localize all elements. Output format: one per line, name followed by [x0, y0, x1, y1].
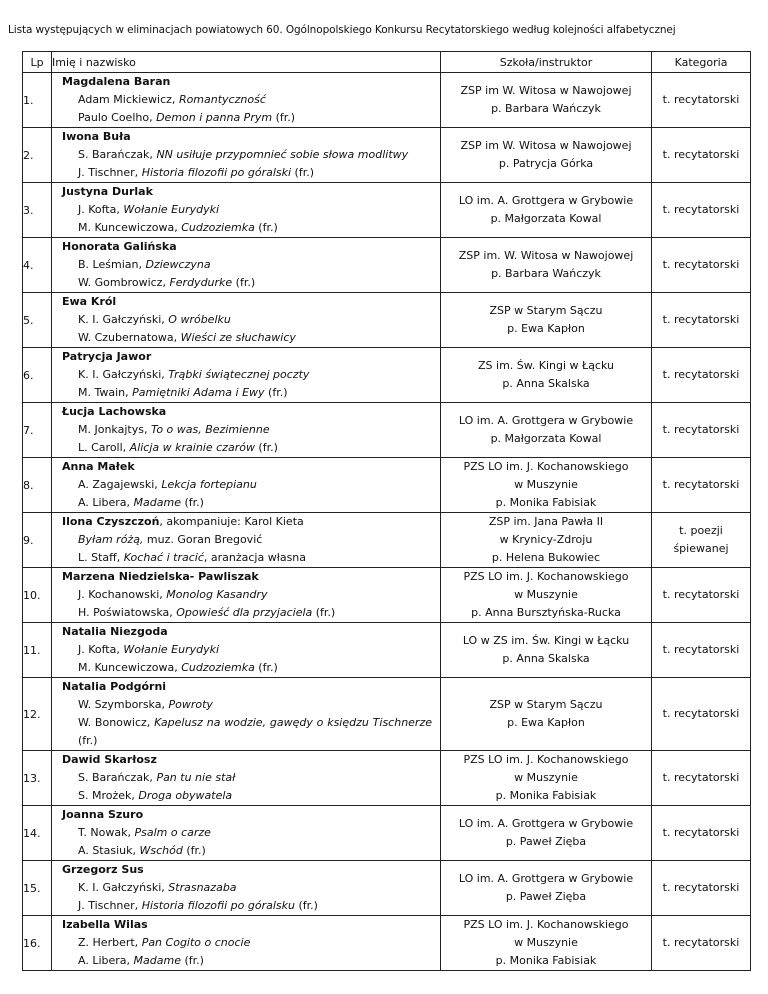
category-line: śpiewanej — [673, 542, 729, 555]
header-category: Kategoria — [652, 52, 751, 73]
category-cell — [652, 403, 751, 458]
category-line: t. recytatorski — [662, 936, 740, 949]
work-title: Byłam różą, — [78, 533, 144, 546]
table-row — [23, 73, 751, 128]
row-number: 3. — [23, 183, 52, 238]
repertoire-item — [52, 421, 440, 439]
student-line — [52, 403, 440, 421]
work-author: A. Libera, — [78, 954, 131, 967]
work-title: NN usiłuje przypomnieć sobie słowa modlitwy — [156, 148, 409, 161]
work-author: K. I. Gałczyński, — [78, 881, 165, 894]
repertoire-item — [52, 201, 440, 219]
participant-cell — [52, 861, 441, 916]
row-number: 7. — [23, 403, 52, 458]
participants-table — [22, 51, 751, 971]
participant-cell — [52, 568, 441, 623]
row-number: 8. — [23, 458, 52, 513]
category-cell — [652, 678, 751, 751]
table-row — [23, 238, 751, 293]
participant-cell — [52, 458, 441, 513]
table-row — [23, 861, 751, 916]
table-row — [23, 623, 751, 678]
work-suffix: (fr.) — [312, 606, 336, 619]
repertoire-item — [52, 476, 440, 494]
school-line: PZS LO im. J. Kochanowskiego — [463, 570, 629, 583]
school-line: p. Barbara Wańczyk — [491, 267, 601, 280]
category-line: t. recytatorski — [662, 881, 740, 894]
work-title: Strasnazaba — [168, 881, 237, 894]
work-title: Ferdydurke — [169, 276, 233, 289]
school-cell — [441, 293, 652, 348]
work-author: J. Tischner, — [78, 899, 139, 912]
work-author: S. Barańczak, — [78, 771, 153, 784]
repertoire-item — [52, 934, 440, 952]
work-title: Powroty — [168, 698, 213, 711]
student-line — [52, 623, 440, 641]
student-line — [52, 806, 440, 824]
work-suffix: (fr.) — [254, 221, 278, 234]
work-title: Droga obywatela — [138, 789, 233, 802]
table-row — [23, 403, 751, 458]
repertoire-item — [52, 256, 440, 274]
work-title: Psalm o carze — [134, 826, 211, 839]
work-author: Adam Mickiewicz, — [78, 93, 176, 106]
work-author: L. Staff, — [78, 551, 121, 564]
student-name: Natalia Podgórni — [62, 680, 167, 693]
work-title: Madame — [133, 496, 181, 509]
repertoire-item — [52, 439, 440, 457]
student-name: Patrycja Jawor — [62, 350, 152, 363]
school-line: w Muszynie — [514, 936, 578, 949]
participant-cell — [52, 751, 441, 806]
table-row — [23, 458, 751, 513]
category-cell — [652, 293, 751, 348]
work-author: M. Kuncewiczowa, — [78, 661, 178, 674]
row-number: 16. — [23, 916, 52, 971]
repertoire-item — [52, 879, 440, 897]
category-cell — [652, 623, 751, 678]
student-name: Anna Małek — [62, 460, 135, 473]
school-line: p. Helena Bukowiec — [491, 551, 601, 564]
repertoire-item — [52, 696, 440, 714]
school-line: p. Paweł Zięba — [505, 835, 587, 848]
header-name: Imię i nazwisko — [52, 52, 441, 73]
work-title: Dziewczyna — [145, 258, 211, 271]
school-line: p. Ewa Kapłon — [507, 322, 585, 335]
student-name: Izabella Wilas — [62, 918, 148, 931]
work-suffix: (fr.) — [254, 441, 278, 454]
work-title: Wołanie Eurydyki — [123, 643, 220, 656]
work-author: J. Kofta, — [78, 203, 120, 216]
participant-cell — [52, 678, 441, 751]
work-author: W. Czubernatowa, — [78, 331, 178, 344]
row-number: 6. — [23, 348, 52, 403]
participant-cell — [52, 348, 441, 403]
repertoire-item — [52, 91, 440, 109]
work-author: J. Kochanowski, — [78, 588, 163, 601]
repertoire-item — [52, 384, 440, 402]
table-row — [23, 751, 751, 806]
work-author: J. Tischner, — [78, 166, 139, 179]
student-line — [52, 128, 440, 146]
school-cell — [441, 751, 652, 806]
repertoire-item — [52, 842, 440, 860]
category-cell — [652, 861, 751, 916]
category-line: t. recytatorski — [662, 643, 740, 656]
participant-cell — [52, 513, 441, 568]
repertoire-item — [52, 641, 440, 659]
school-line: LO im. A. Grottgera w Grybowie — [458, 414, 634, 427]
school-line: ZSP im. W. Witosa w Nawojowej — [458, 249, 634, 262]
school-line: ZS im. Św. Kingi w Łącku — [478, 359, 614, 372]
row-number: 14. — [23, 806, 52, 861]
work-suffix: (fr.) — [254, 661, 278, 674]
school-line: PZS LO im. J. Kochanowskiego — [463, 918, 629, 931]
work-title: Wschód — [139, 844, 183, 857]
work-author: J. Kofta, — [78, 643, 120, 656]
work-author: W. Szymborska, — [78, 698, 165, 711]
row-number: 5. — [23, 293, 52, 348]
work-title: Romantyczność — [178, 93, 266, 106]
category-line: t. recytatorski — [662, 203, 740, 216]
student-name: Łucja Lachowska — [62, 405, 167, 418]
page-title: Lista występujących w eliminacjach powiatowych 60. Ogólnopolskiego Konkursu Recytatorskiego według kolejności alfabetycznej — [8, 24, 676, 36]
category-cell — [652, 73, 751, 128]
work-author: M. Kuncewiczowa, — [78, 221, 178, 234]
category-line: t. recytatorski — [662, 826, 740, 839]
school-cell — [441, 348, 652, 403]
school-cell — [441, 513, 652, 568]
category-cell — [652, 238, 751, 293]
header-school: Szkoła/instruktor — [441, 52, 652, 73]
student-name: Iwona Buła — [62, 130, 131, 143]
school-line: LO im. A. Grottgera w Grybowie — [458, 872, 634, 885]
table-row — [23, 678, 751, 751]
work-suffix: (fr.) — [294, 899, 318, 912]
school-line: p. Paweł Zięba — [505, 890, 587, 903]
school-cell — [441, 916, 652, 971]
work-title: Pamiętniki Adama i Ewy — [132, 386, 265, 399]
category-line: t. recytatorski — [662, 588, 740, 601]
participant-cell — [52, 806, 441, 861]
work-author: A. Libera, — [78, 496, 131, 509]
school-line: ZSP w Starym Sączu — [489, 304, 603, 317]
work-author: B. Leśmian, — [78, 258, 142, 271]
school-line: LO im. A. Grottgera w Grybowie — [458, 817, 634, 830]
school-line: p. Barbara Wańczyk — [491, 102, 601, 115]
work-title: O wróbelku — [168, 313, 231, 326]
school-line: w Krynicy-Zdroju — [499, 533, 593, 546]
work-author: K. I. Gałczyński, — [78, 313, 165, 326]
school-line: PZS LO im. J. Kochanowskiego — [463, 460, 629, 473]
work-suffix: (fr.) — [180, 954, 204, 967]
school-line: p. Monika Fabisiak — [495, 954, 597, 967]
participant-cell — [52, 128, 441, 183]
work-title: Demon i panna Prym — [156, 111, 273, 124]
repertoire-item — [52, 329, 440, 347]
table-body — [23, 73, 751, 971]
student-name: Dawid Skarłosz — [62, 753, 157, 766]
participant-cell — [52, 183, 441, 238]
student-name: Honorata Galińska — [62, 240, 177, 253]
row-number: 2. — [23, 128, 52, 183]
work-suffix: (fr.) — [272, 111, 296, 124]
work-suffix: (fr.) — [182, 844, 206, 857]
work-title: Cudzoziemka — [181, 221, 255, 234]
school-line: p. Małgorzata Kowal — [490, 432, 602, 445]
work-author: L. Caroll, — [78, 441, 127, 454]
category-cell — [652, 183, 751, 238]
work-title: Alicja w krainie czarów — [129, 441, 255, 454]
repertoire-item — [52, 769, 440, 787]
repertoire-item — [52, 311, 440, 329]
school-cell — [441, 238, 652, 293]
work-author: K. I. Gałczyński, — [78, 368, 165, 381]
row-number: 9. — [23, 513, 52, 568]
student-name: Magdalena Baran — [62, 75, 171, 88]
school-cell — [441, 183, 652, 238]
work-title: Monolog Kasandry — [166, 588, 268, 601]
student-line — [52, 861, 440, 879]
work-author: T. Nowak, — [78, 826, 131, 839]
work-author: H. Poświatowska, — [78, 606, 173, 619]
student-name: Marzena Niedzielska- Pawliszak — [62, 570, 259, 583]
table-row — [23, 513, 751, 568]
row-number: 4. — [23, 238, 52, 293]
school-line: p. Anna Skalska — [502, 652, 590, 665]
student-line — [52, 678, 440, 696]
category-cell — [652, 458, 751, 513]
work-title: Trąbki świątecznej poczty — [168, 368, 310, 381]
work-author: Z. Herbert, — [78, 936, 139, 949]
repertoire-item — [52, 787, 440, 805]
student-line — [52, 73, 440, 91]
repertoire-item — [52, 109, 440, 127]
student-line — [52, 916, 440, 934]
table-header-row — [23, 52, 751, 73]
work-author: S. Mrożek, — [78, 789, 135, 802]
student-extra: , akompaniuje: Karol Kieta — [159, 515, 304, 528]
work-suffix: (fr.) — [291, 166, 315, 179]
table-row — [23, 806, 751, 861]
category-line: t. recytatorski — [662, 423, 740, 436]
participant-cell — [52, 623, 441, 678]
work-suffix: (fr.) — [78, 734, 98, 747]
repertoire-item — [52, 604, 440, 622]
repertoire-item — [52, 586, 440, 604]
table-row — [23, 183, 751, 238]
category-cell — [652, 751, 751, 806]
repertoire-item — [52, 146, 440, 164]
student-line — [52, 238, 440, 256]
school-line: w Muszynie — [514, 588, 578, 601]
school-line: ZSP w Starym Sączu — [489, 698, 603, 711]
work-suffix: (fr.) — [180, 496, 204, 509]
work-title: Lekcja fortepianu — [161, 478, 257, 491]
school-cell — [441, 623, 652, 678]
category-line: t. recytatorski — [662, 707, 740, 720]
work-author: A. Zagajewski, — [78, 478, 158, 491]
student-name: Justyna Durlak — [62, 185, 153, 198]
row-number: 1. — [23, 73, 52, 128]
student-name: Grzegorz Sus — [62, 863, 144, 876]
work-title: Wieści ze słuchawicy — [180, 331, 296, 344]
category-line: t. recytatorski — [662, 771, 740, 784]
student-name: Ilona Czyszczoń — [62, 515, 160, 528]
participant-cell — [52, 293, 441, 348]
row-number: 13. — [23, 751, 52, 806]
table-row — [23, 128, 751, 183]
student-line — [52, 348, 440, 366]
school-cell — [441, 403, 652, 458]
school-cell — [441, 861, 652, 916]
participant-cell — [52, 403, 441, 458]
student-line — [52, 458, 440, 476]
work-suffix: muz. Goran Bregović — [143, 533, 263, 546]
work-title: Historia filozofii po góralski — [141, 166, 292, 179]
work-title: Wołanie Eurydyki — [123, 203, 220, 216]
student-line — [52, 751, 440, 769]
repertoire-item — [52, 824, 440, 842]
student-line — [52, 183, 440, 201]
category-cell — [652, 128, 751, 183]
school-line: ZSP im. Jana Pawła II — [488, 515, 604, 528]
school-line: p. Ewa Kapłon — [507, 716, 585, 729]
student-line — [52, 293, 440, 311]
repertoire-item — [52, 494, 440, 512]
work-title: Historia filozofii po góralsku — [141, 899, 295, 912]
school-cell — [441, 458, 652, 513]
category-line: t. recytatorski — [662, 258, 740, 271]
work-title: Pan tu nie stał — [156, 771, 236, 784]
header-lp: Lp — [23, 52, 52, 73]
work-title: Opowieść dla przyjaciela — [176, 606, 313, 619]
row-number: 12. — [23, 678, 52, 751]
repertoire-item — [52, 952, 440, 970]
work-title: Pan Cogito o cnocie — [141, 936, 251, 949]
category-cell — [652, 568, 751, 623]
school-cell — [441, 73, 652, 128]
repertoire-item — [52, 274, 440, 292]
row-number: 15. — [23, 861, 52, 916]
school-cell — [441, 806, 652, 861]
work-title: To o was, Bezimienne — [150, 423, 270, 436]
category-line: t. poezji — [679, 524, 723, 537]
row-number: 10. — [23, 568, 52, 623]
school-line: p. Anna Bursztyńska-Rucka — [471, 606, 621, 619]
category-cell — [652, 348, 751, 403]
student-name: Joanna Szuro — [62, 808, 144, 821]
school-line: ZSP im W. Witosa w Nawojowej — [460, 84, 632, 97]
student-name: Natalia Niezgoda — [62, 625, 168, 638]
category-line: t. recytatorski — [662, 148, 740, 161]
category-cell — [652, 513, 751, 568]
school-cell — [441, 678, 652, 751]
table-row — [23, 916, 751, 971]
school-line: ZSP im W. Witosa w Nawojowej — [460, 139, 632, 152]
school-cell — [441, 568, 652, 623]
work-author: W. Bonowicz, — [78, 716, 151, 729]
category-cell — [652, 916, 751, 971]
table-row — [23, 568, 751, 623]
school-line: w Muszynie — [514, 478, 578, 491]
work-title: Madame — [133, 954, 181, 967]
category-line: t. recytatorski — [662, 313, 740, 326]
school-line: p. Monika Fabisiak — [495, 789, 597, 802]
repertoire-item — [52, 659, 440, 677]
work-title: Kapelusz na wodzie, gawędy o księdzu Tischnerze — [154, 716, 432, 729]
repertoire-item — [52, 219, 440, 237]
repertoire-item — [52, 897, 440, 915]
school-line: w Muszynie — [514, 771, 578, 784]
work-author: S. Barańczak, — [78, 148, 153, 161]
table-row — [23, 293, 751, 348]
work-title: Cudzoziemka — [181, 661, 255, 674]
participant-cell — [52, 916, 441, 971]
work-suffix: (fr.) — [264, 386, 288, 399]
student-line — [52, 513, 440, 531]
work-author: W. Gombrowicz, — [78, 276, 166, 289]
school-line: LO im. A. Grottgera w Grybowie — [458, 194, 634, 207]
category-line: t. recytatorski — [662, 368, 740, 381]
work-title: Kochać i tracić — [123, 551, 204, 564]
school-cell — [441, 128, 652, 183]
repertoire-item — [52, 531, 440, 549]
category-line: t. recytatorski — [662, 93, 740, 106]
student-line — [52, 568, 440, 586]
work-author: A. Stasiuk, — [78, 844, 136, 857]
category-line: t. recytatorski — [662, 478, 740, 491]
school-line: LO w ZS im. Św. Kingi w Łącku — [462, 634, 630, 647]
school-line: p. Patrycja Górka — [498, 157, 594, 170]
repertoire-item — [52, 549, 440, 567]
student-name: Ewa Król — [62, 295, 117, 308]
repertoire-item — [52, 714, 440, 750]
work-author: M. Jonkajtys, — [78, 423, 148, 436]
repertoire-item — [52, 366, 440, 384]
participant-cell — [52, 238, 441, 293]
row-number: 11. — [23, 623, 52, 678]
participant-cell — [52, 73, 441, 128]
school-line: p. Monika Fabisiak — [495, 496, 597, 509]
work-author: M. Twain, — [78, 386, 129, 399]
work-suffix: , aranżacja własna — [203, 551, 307, 564]
work-suffix: (fr.) — [232, 276, 256, 289]
repertoire-item — [52, 164, 440, 182]
school-line: PZS LO im. J. Kochanowskiego — [463, 753, 629, 766]
category-cell — [652, 806, 751, 861]
table-row — [23, 348, 751, 403]
work-author: Paulo Coelho, — [78, 111, 153, 124]
school-line: p. Małgorzata Kowal — [490, 212, 602, 225]
school-line: p. Anna Skalska — [502, 377, 590, 390]
